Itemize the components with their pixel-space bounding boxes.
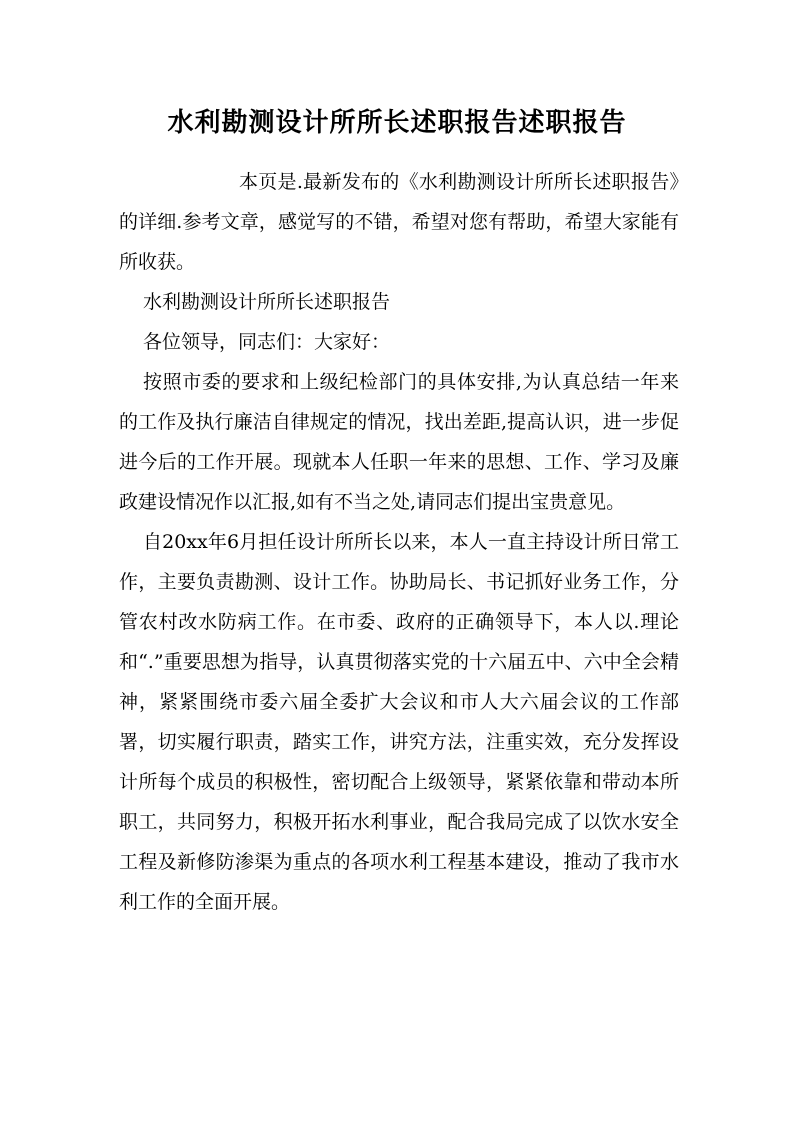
greeting-line: 各位领导，同志们：大家好： [143,331,391,353]
document-title: 水利勘测设计所所长述职报告述职报告 [167,108,627,138]
intro-paragraph: 本页是.最新发布的《水利勘测设计所所长述职报告》的详细.参考文章，感觉写的不错，希望对您有帮助，希望大家能有所收获。 [119,171,679,273]
subtitle-line: 水利勘测设计所所长述职报告 [143,291,391,313]
document-body [119,162,679,922]
body-paragraph: 按照市委的要求和上级纪检部门的具体安排,为认真总结一年来的工作及执行廉洁自律规定的情况，找出差距,提高认识，进一步促进今后的工作开展。现就本人任职一年来的思想、工作、学习及廉政建设情况作以汇报,如有不当之处,请同志们提出宝贵意见。 [119,371,679,513]
body-paragraph: 自20xx年6月担任设计所所长以来，本人一直主持设计所日常工作，主要负责勘测、设计工作。协助局长、书记抓好业务工作，分管农村改水防病工作。在市委、政府的正确领导下，本人以.理论和“.”重要思想为指导，认真贯彻落实党的十六届五中、六中全会精神，紧紧围绕市委六届全委扩大会议和市人大六届会议的工作部署，切实履行职责，踏实工作，讲究方法，注重实效，充分发挥设计所每个成员的积极性，密切配合上级领导，紧紧依靠和带动本所职工，共同努力，积极开拓水利事业，配合我局完成了以饮水安全工程及新修防渗渠为重点的各项水利工程基本建设，推动了我市水利工作的全面开展。 [119,531,679,913]
